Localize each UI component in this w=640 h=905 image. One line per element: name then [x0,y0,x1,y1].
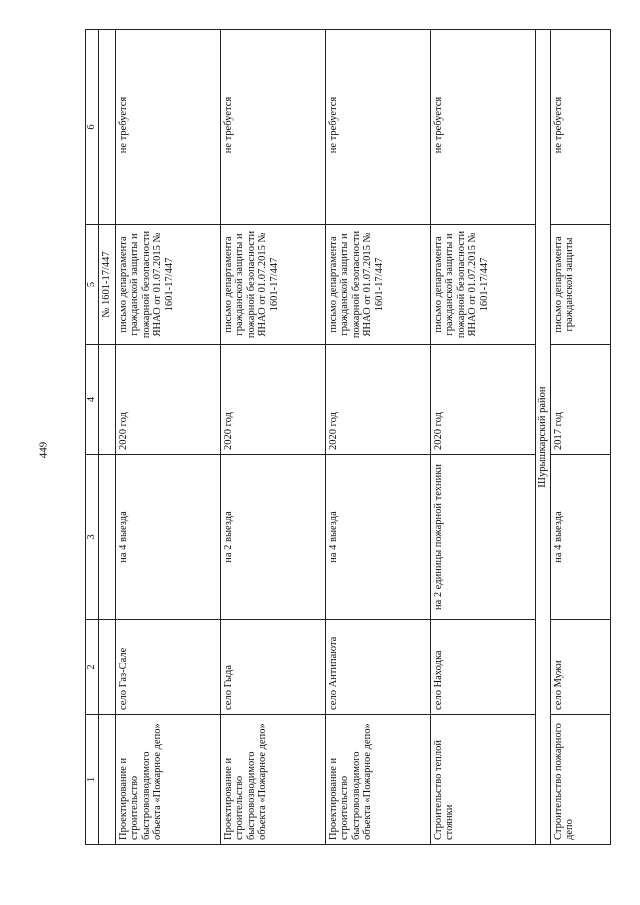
col-header-1: 1 [86,715,99,845]
cell-project: Проектирование и строительство быстровозводимого объекта «Пожарное депо» [220,715,325,845]
continuation-row [99,30,116,845]
col-header-6: 6 [86,30,99,225]
cell-requirement: не требуется [115,30,220,225]
col-header-4: 4 [86,345,99,455]
col-header-2: 2 [86,620,99,715]
cell-year: 2020 год [115,345,220,455]
data-table [85,29,611,845]
cell-location: село Антипаюта [325,620,430,715]
cell-project: Строительство пожарного депо [550,715,610,845]
cell-basis: письмо департамента гражданской защиты [550,225,610,345]
cell-requirement: не требуется [430,30,535,225]
rotated-table [85,30,575,845]
cell-year: 2020 год [325,345,430,455]
region-row [535,30,550,845]
cell-location: село Мужи [550,620,610,715]
table-row [115,30,220,845]
cell-project: Проектирование и строительство быстровозводимого объекта «Пожарное депо» [325,715,430,845]
cell-basis: письмо департамента гражданской защиты и пожарной безопасности ЯНАО от 01.07.2015 № 1601-17/447 [115,225,220,345]
cell-capacity: на 2 выезда [220,455,325,620]
region-heading: Шурышкарский район [535,30,550,845]
table-row [220,30,325,845]
cell-basis: письмо департамента гражданской защиты и пожарной безопасности ЯНАО от 01.07.2015 № 1601-17/447 [430,225,535,345]
cell-requirement: не требуется [550,30,610,225]
table-row [550,30,610,845]
cell-year: 2017 год [550,345,610,455]
cell-basis: письмо департамента гражданской защиты и пожарной безопасности ЯНАО от 01.07.2015 № 1601-17/447 [220,225,325,345]
cell-requirement: не требуется [220,30,325,225]
table-row [430,30,535,845]
header-row [86,30,99,845]
cell-location: село Находка [430,620,535,715]
col-header-5: 5 [86,225,99,345]
cell-capacity: на 2 единицы пожарной техники [430,455,535,620]
cell-doc-ref: № 1601-17/447 [99,225,116,345]
cell-year: 2020 год [430,345,535,455]
table-container [85,30,575,845]
page-number: 449 [37,441,49,459]
cell-capacity: на 4 выезда [550,455,610,620]
cell-basis: письмо департамента гражданской защиты и пожарной безопасности ЯНАО от 01.07.2015 № 1601-17/447 [325,225,430,345]
col-header-3: 3 [86,455,99,620]
cell-capacity: на 4 выезда [325,455,430,620]
cell-location: село Газ-Сале [115,620,220,715]
cell-location: село Гыда [220,620,325,715]
cell-capacity: на 4 выезда [115,455,220,620]
cell-project: Проектирование и строительство быстровозводимого объекта «Пожарное депо» [115,715,220,845]
table-row [325,30,430,845]
cell-year: 2020 год [220,345,325,455]
cell-project: Строительство теплой стоянки [430,715,535,845]
cell-requirement: не требуется [325,30,430,225]
